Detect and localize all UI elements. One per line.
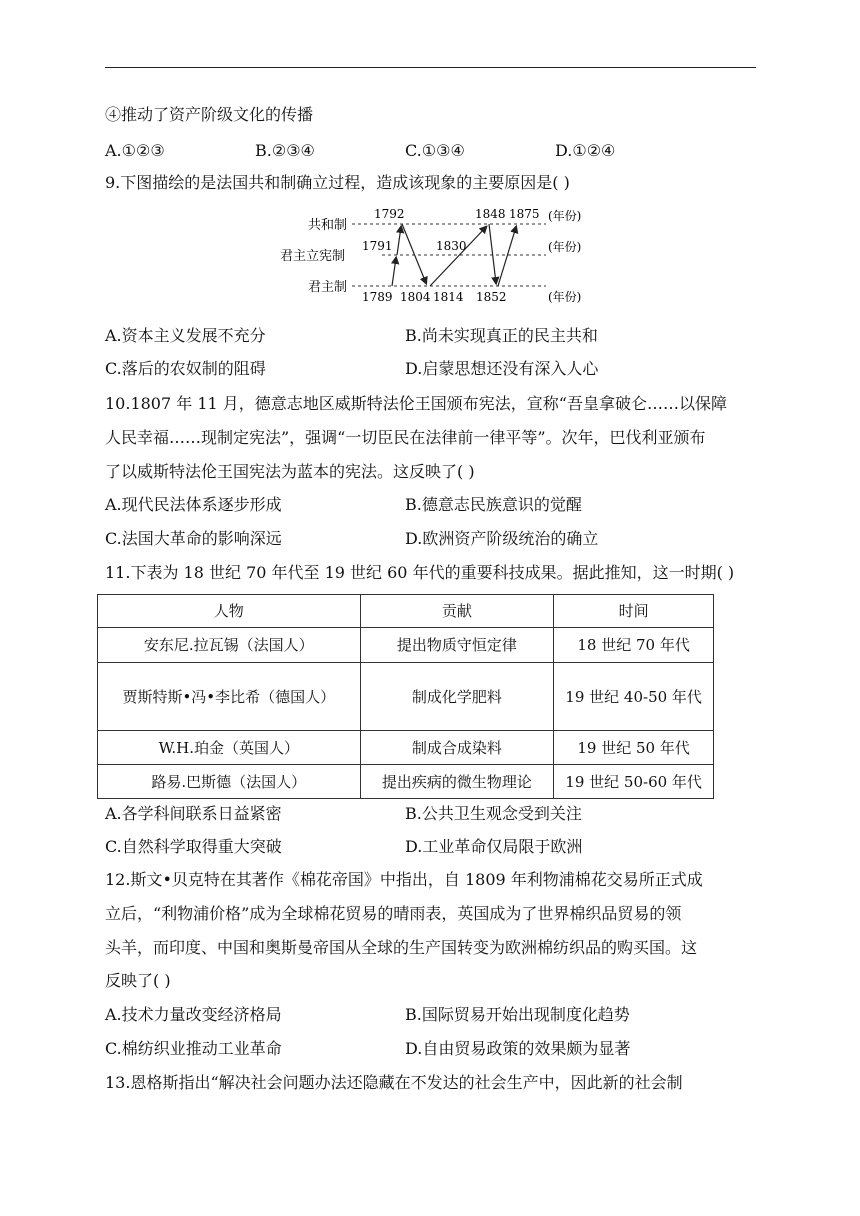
q8-option-d: D.①②④ bbox=[555, 141, 616, 160]
q11-stem: 11.下表为 18 世纪 70 年代至 19 世纪 60 年代的重要科技成果。据此推知，这一时期( ) bbox=[105, 563, 735, 582]
q11-table bbox=[97, 594, 714, 799]
table-header-row bbox=[98, 595, 714, 628]
year-1848: 1848 bbox=[475, 207, 506, 221]
q9-option-d: D.启蒙思想还没有深入人心 bbox=[405, 359, 599, 378]
q11-option-b: B.公共卫生观念受到关注 bbox=[405, 804, 582, 823]
year-1804: 1804 bbox=[400, 290, 431, 304]
year-1791: 1791 bbox=[362, 239, 393, 253]
q12-line-4: 反映了( ) bbox=[105, 971, 171, 990]
q8-option-a: A.①②③ bbox=[105, 141, 165, 160]
q10-option-d: D.欧洲资产阶级统治的确立 bbox=[405, 529, 599, 548]
q13-line-1: 13.恩格斯指出“解决社会问题办法还隐藏在不发达的社会生产中，因此新的社会制 bbox=[105, 1073, 683, 1092]
header-rule bbox=[105, 67, 756, 68]
year-1852: 1852 bbox=[476, 290, 507, 304]
table-row bbox=[98, 765, 714, 799]
q12-line-3: 头羊，而印度、中国和奥斯曼帝国从全球的生产国转变为欧洲棉纺织品的购买国。这 bbox=[105, 938, 698, 957]
table-cell: W.H.珀金（英国人） bbox=[98, 731, 361, 765]
q8-option-c: C.①③④ bbox=[405, 141, 465, 160]
year-1792: 1792 bbox=[374, 207, 405, 221]
q12-option-d: D.自由贸易政策的效果颇为显著 bbox=[405, 1039, 631, 1058]
q10-option-a: A.现代民法体系逐步形成 bbox=[105, 495, 282, 514]
table-cell: 19 世纪 50-60 年代 bbox=[554, 765, 714, 799]
table-cell: 贾斯特斯•冯•李比希（德国人） bbox=[98, 663, 361, 731]
q9-stem: 9.下图描绘的是法国共和制确立过程，造成该现象的主要原因是( ) bbox=[105, 173, 570, 192]
unit-label-bottom: (年份) bbox=[548, 290, 582, 304]
q9-option-a: A.资本主义发展不充分 bbox=[105, 326, 266, 345]
year-1875: 1875 bbox=[509, 207, 540, 221]
unit-label-mid: (年份) bbox=[548, 240, 582, 254]
table-header-time: 时间 bbox=[554, 595, 714, 628]
table-cell: 提出物质守恒定律 bbox=[360, 628, 554, 663]
table-cell: 19 世纪 50 年代 bbox=[554, 731, 714, 765]
year-1789: 1789 bbox=[362, 290, 393, 304]
table-row bbox=[98, 731, 714, 765]
table-cell: 路易.巴斯德（法国人） bbox=[98, 765, 361, 799]
q12-line-2: 立后，“利物浦价格”成为全球棉花贸易的晴雨表，英国成为了世界棉织品贸易的领 bbox=[105, 904, 682, 923]
year-1830: 1830 bbox=[436, 239, 467, 253]
row-label-constitutional: 君主立宪制 bbox=[280, 249, 346, 264]
year-1814: 1814 bbox=[433, 290, 464, 304]
q10-option-b: B.德意志民族意识的觉醒 bbox=[405, 495, 582, 514]
q11-option-c: C.自然科学取得重大突破 bbox=[105, 837, 282, 856]
q12-line-1: 12.斯文•贝克特在其著作《棉花帝国》中指出，自 1809 年利物浦棉花交易所正式成 bbox=[105, 870, 703, 889]
q10-line-1: 10.1807 年 11 月，德意志地区威斯特法伦王国颁布宪法，宣称“吾皇拿破仑……以保障 bbox=[105, 394, 727, 413]
q12-option-c: C.棉纺织业推动工业革命 bbox=[105, 1039, 282, 1058]
unit-label-top: (年份) bbox=[548, 209, 582, 223]
table-cell: 安东尼.拉瓦锡（法国人） bbox=[98, 628, 361, 663]
q12-option-a: A.技术力量改变经济格局 bbox=[105, 1005, 282, 1024]
table-cell: 18 世纪 70 年代 bbox=[554, 628, 714, 663]
q11-option-a: A.各学科间联系日益紧密 bbox=[105, 804, 282, 823]
table-header-person: 人物 bbox=[98, 595, 361, 628]
q10-line-3: 了以威斯特法伦王国宪法为蓝本的宪法。这反映了( ) bbox=[105, 462, 475, 481]
row-label-monarchy: 君主制 bbox=[308, 280, 348, 295]
table-cell: 19 世纪 40-50 年代 bbox=[554, 663, 714, 731]
q8-item-4: ④推动了资产阶级文化的传播 bbox=[105, 105, 314, 124]
q10-line-2: 人民幸福……现制定宪法”，强调“一切臣民在法律前一律平等”。次年，巴伐利亚颁布 bbox=[105, 428, 706, 447]
q9-option-c: C.落后的农奴制的阻碍 bbox=[105, 359, 266, 378]
table-cell: 制成化学肥料 bbox=[360, 663, 554, 731]
table-cell: 制成合成染料 bbox=[360, 731, 554, 765]
q11-option-d: D.工业革命仅局限于欧洲 bbox=[405, 837, 583, 856]
q9-option-b: B.尚未实现真正的民主共和 bbox=[405, 326, 598, 345]
q12-option-b: B.国际贸易开始出现制度化趋势 bbox=[405, 1005, 630, 1024]
table-header-contribution: 贡献 bbox=[360, 595, 554, 628]
q8-option-b: B.②③④ bbox=[255, 141, 315, 160]
table-row bbox=[98, 663, 714, 731]
row-label-republic: 共和制 bbox=[308, 218, 348, 233]
table-row bbox=[98, 628, 714, 663]
q9-regime-chart bbox=[270, 200, 600, 310]
q10-option-c: C.法国大革命的影响深远 bbox=[105, 529, 282, 548]
table-cell: 提出疾病的微生物理论 bbox=[360, 765, 554, 799]
